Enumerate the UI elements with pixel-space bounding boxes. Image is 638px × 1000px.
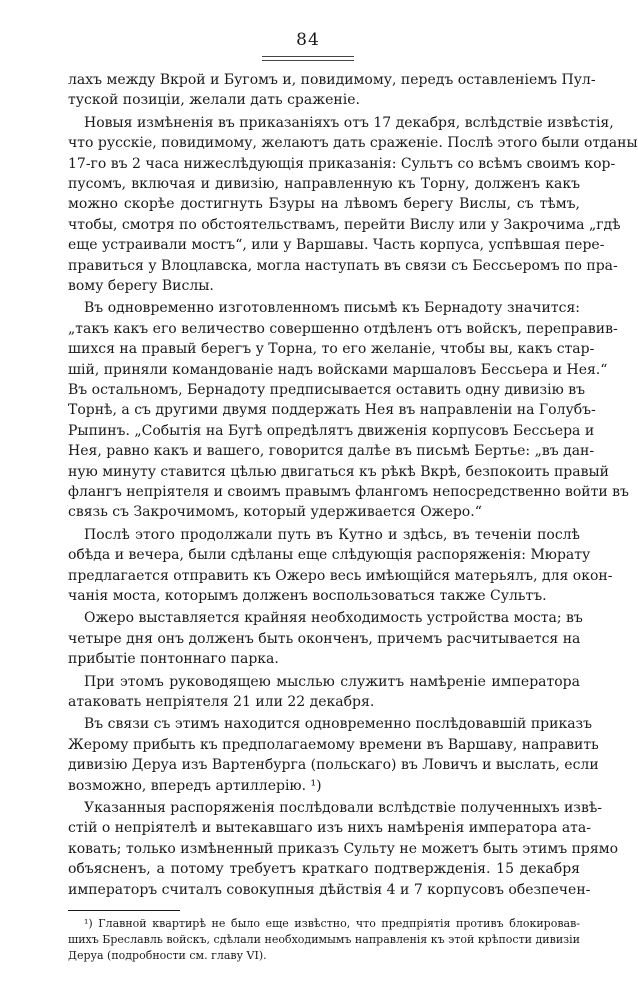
text-line: пусомъ, включая и дивизію, направленную къ Торну, долженъ какъ xyxy=(68,176,580,192)
text-line: Въ остальномъ, Бернадоту предписывается оставить одну дивизію въ xyxy=(68,382,586,398)
text-line: Жерому прибыть къ предполагаемому времени въ Варшаву, направить xyxy=(68,736,599,753)
text-line: предлагается отправить къ Ожеро весь имѣющійся матерьялъ, для окон- xyxy=(68,567,613,584)
text-line: ную минуту ставится цѣлью двигаться къ рѣкѣ Вкрѣ, безпокоить правый xyxy=(68,463,609,480)
text-line: Послѣ этого продолжали путь въ Кутно и здѣсь, въ теченіи послѣ xyxy=(84,526,580,543)
text-line: тускoй позиціи, желали дать сраженіе. xyxy=(68,92,360,109)
footnote-line: ¹) Главной квартирѣ не было еще извѣстно, что предпріятія противъ блокировав- xyxy=(84,917,580,930)
text-line: шихся на правый берегъ у Торна, то его желаніе, чтобы вы, какъ стар- xyxy=(68,341,595,358)
text-line: чанія моста, которымъ долженъ воспользоваться также Сультъ. xyxy=(68,588,547,604)
page-number: 84 xyxy=(296,30,320,50)
text-line: возможно, впередъ артиллерію. ¹) xyxy=(68,777,322,794)
text-line: Въ связи съ этимъ находится одновременно послѣдовавшій приказъ xyxy=(84,716,593,733)
text-line: объясненъ, а потому требуетъ краткаго подтвержденія. 15 декабря xyxy=(68,861,580,878)
text-line: 17-го въ 2 часа нижеслѣдующія приказанія: Сультъ со всѣмъ своимъ кор- xyxy=(68,155,616,172)
footnote-line: Деруа (подробности см. главу VI). xyxy=(68,949,267,962)
text-line: связь съ Закрочимомъ, который удерживается Ожеро.“ xyxy=(68,504,482,521)
text-line: Рыпинъ. „Событія на Бугѣ опредѣлятъ движенія корпусовъ Бессьера и xyxy=(68,422,595,439)
text-line: Нея, равно какъ и вашего, говорится далѣе въ письмѣ Бертье: „въ дан- xyxy=(68,443,595,460)
text-line: Новыя измѣненія въ приказаніяхъ отъ 17 декабря, вслѣдствіе извѣстія, xyxy=(84,114,614,131)
text-line: что русскіе, повидимому, желаютъ дать сраженіе. Послѣ этого были отданы xyxy=(68,135,638,152)
text-line: прибытіе понтоннаго парка. xyxy=(68,651,279,668)
text-line: Торнѣ, а съ другими двумя поддержать Нея въ направленіи на Голубъ- xyxy=(68,402,596,419)
text-line: лахъ между Вкрой и Бугомъ и, повидимому, передъ оставленіемъ Пул- xyxy=(68,72,596,88)
text-line: дивизію Деруа изъ Вартенбурга (польскаго) въ Ловичъ и выслать, если xyxy=(68,757,599,774)
footnote-rule xyxy=(68,910,180,911)
text-line: еще устраивали мостъ“, или у Варшавы. Часть корпуса, успѣвшая пере- xyxy=(68,237,605,254)
text-line: четыре дня онъ долженъ быть оконченъ, причемъ расчитывается на xyxy=(68,630,581,647)
text-line: флангъ непріятеля и своимъ правымъ флангомъ непосредственно войти въ xyxy=(68,484,629,500)
page-number-rule xyxy=(262,56,354,61)
text-line: Указанныя распоряженія послѣдовали вслѣдствіе полученныхъ извѣ- xyxy=(84,800,602,816)
text-line: Въ одновременно изготовленномъ письмѣ къ Бернадоту значится: xyxy=(84,300,580,317)
text-line: обѣда и вечера, были сдѣланы еще слѣдующія распоряженія: Мюрату xyxy=(68,547,591,564)
text-line: ковать; только измѣненный приказъ Сульту не можетъ быть этимъ прямо xyxy=(68,840,619,857)
text-line: стій о непріятелѣ и вытекавшаго изъ нихъ намѣренія императора ата- xyxy=(68,820,591,837)
text-line: При этомъ руководящею мыслью служитъ намѣреніе императора xyxy=(84,673,580,690)
footnote-line: шихъ Бреславль войскъ, сдѣлали необходимымъ направленія къ этой крѣпости дивизіи xyxy=(68,933,580,946)
text-line: вому берегу Вислы. xyxy=(68,278,214,294)
text-line: правиться у Влоцлавска, могла наступать въ связи съ Бессьеромъ по пра- xyxy=(68,257,618,274)
text-line: императоръ считалъ совокупныя дѣйствія 4 и 7 корпусовъ обезпечен- xyxy=(68,881,591,898)
text-line: чтобы, смотря по обстоятельствамъ, перейти Вислу или у Закрочима „гдѣ xyxy=(68,216,621,233)
text-line: атаковать непріятеля 21 или 22 декабря. xyxy=(68,694,375,710)
text-line: „такъ какъ его величество совершенно отдѣленъ отъ войскъ, переправив- xyxy=(68,320,618,337)
text-line: шій, приняли командованіе надъ войсками маршаловъ Бессьера и Нея.“ xyxy=(68,361,608,378)
text-line: можно скорѣе достигнуть Бзуры на лѣвомъ берегу Вислы, съ тѣмъ, xyxy=(68,196,580,213)
text-line: Ожеро выставляется крайняя необходимость устройства моста; въ xyxy=(84,610,583,627)
